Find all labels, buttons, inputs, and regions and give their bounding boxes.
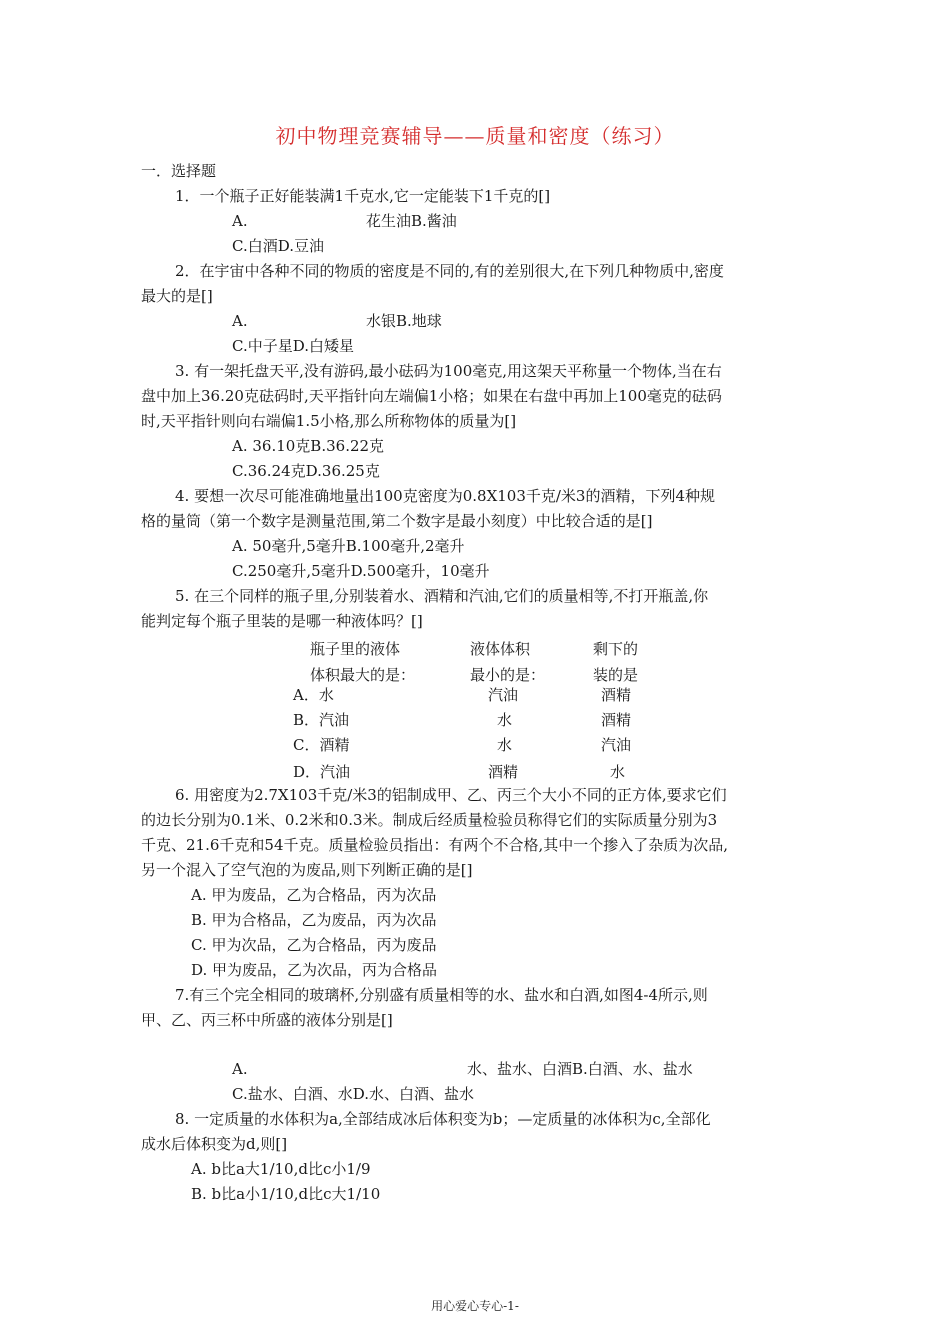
question-8-option-b: B. b比a小1/10,d比c大1/10 (191, 1185, 381, 1203)
table-cell: 水 (497, 711, 513, 729)
question-6-option-c: C. 甲为次品，乙为合格品，丙为废品 (191, 936, 437, 954)
question-7-options-cd: C.盐水、白酒、水D.水、白酒、盐水 (232, 1085, 474, 1103)
question-7-option-a-label: A. (232, 1060, 248, 1078)
page-title: 初中物理竞赛辅导——质量和密度（练习） (275, 124, 675, 148)
question-6-option-d: D. 甲为废品，乙为次品，丙为合格品 (191, 961, 438, 979)
table-cell: 汽油 (488, 686, 519, 704)
question-7-stem-line-1: 7.有三个完全相同的玻璃杯,分别盛有质量相等的水、盐水和白酒,如图4-4所示,则 (175, 986, 708, 1004)
question-5-stem-line-1: 5. 在三个同样的瓶子里,分别装着水、酒精和汽油,它们的质量相等,不打开瓶盖,你 (175, 587, 709, 605)
question-3-stem-line-1: 3. 有一架托盘天平,没有游码,最小砝码为100毫克,用这架天平称量一个物体,当在右 (175, 362, 722, 380)
question-2-options-cd: C.中子星D.白矮星 (232, 337, 354, 355)
table-cell: 水 (610, 763, 626, 781)
table-header-col-2-line-1: 液体体积 (470, 640, 531, 658)
question-4-stem-line-2: 格的量筒（第一个数字是测量范围,第二个数字是最小刻度）中比较合适的是[] (141, 512, 653, 530)
question-1-options-ab: 花生油B.酱油 (366, 212, 457, 230)
table-cell: 水 (497, 736, 513, 754)
question-8-stem-line-2: 成水后体积变为d,则[] (141, 1135, 288, 1153)
table-cell: 汽油 (601, 736, 632, 754)
table-header-col-3-line-1: 剩下的 (593, 640, 639, 658)
table-cell: 酒精 (601, 711, 632, 729)
table-cell: B．汽油 (293, 711, 350, 729)
question-7-options-ab: 水、盐水、白酒B.白酒、水、盐水 (467, 1060, 693, 1078)
table-header-col-2-line-2: 最小的是： (470, 666, 546, 684)
question-4-options-ab: A. 50毫升,5毫升B.100毫升,2毫升 (232, 537, 465, 555)
table-cell: 酒精 (488, 763, 519, 781)
question-8-stem-line-1: 8. 一定质量的水体积为a,全部结成冰后体积变为b；—定质量的冰体积为c,全部化 (175, 1110, 711, 1128)
question-2-options-ab: 水银B.地球 (366, 312, 442, 330)
question-6-option-a: A. 甲为废品，乙为合格品，丙为次品 (191, 886, 437, 904)
table-cell: A．水 (293, 686, 334, 704)
question-3-options-ab: A. 36.10克B.36.22克 (232, 437, 385, 455)
question-5-stem-line-2: 能判定每个瓶子里装的是哪一种液体吗？[] (141, 612, 423, 630)
question-1-options-cd: C.白酒D.豆油 (232, 237, 324, 255)
question-6-stem-line-3: 千克、21.6千克和54千克。质量检验员指出：有两个不合格,其中一个掺入了杂质为次品, (141, 836, 729, 854)
question-2-stem-line-2: 最大的是[] (141, 287, 213, 305)
section-heading: 一．选择题 (141, 162, 217, 180)
question-6-stem-line-4: 另一个混入了空气泡的为废品,则下列断正确的是[] (141, 861, 473, 879)
question-6-option-b: B. 甲为合格品，乙为废品，丙为次品 (191, 911, 437, 929)
table-header-col-1-line-2: 体积最大的是： (310, 666, 416, 684)
table-cell: 酒精 (601, 686, 632, 704)
question-4-stem-line-1: 4. 要想一次尽可能准确地量出100克密度为0.8X103千克/米3的酒精，下列4种规 (175, 487, 716, 505)
question-4-options-cd: C.250毫升,5毫升D.500毫升，10毫升 (232, 562, 490, 580)
question-6-stem-line-2: 的边长分别为0.1米、0.2米和0.3米。制成后经质量检验员称得它们的实际质量分别为3 (141, 811, 718, 829)
question-1-option-a-label: A. (232, 212, 248, 230)
question-3-options-cd: C.36.24克D.36.25克 (232, 462, 380, 480)
table-cell: D．汽油 (293, 763, 351, 781)
question-8-option-a: A. b比a大1/10,d比c小1/9 (191, 1160, 371, 1178)
table-header-col-3-line-2: 装的是 (593, 666, 639, 684)
table-header-col-1-line-1: 瓶子里的液体 (310, 640, 401, 658)
question-7-stem-line-2: 甲、乙、丙三杯中所盛的液体分别是[] (141, 1011, 393, 1029)
question-6-stem-line-1: 6. 用密度为2.7X103千克/米3的铝制成甲、乙、丙三个大小不同的正方体,要求它们 (175, 786, 727, 804)
question-3-stem-line-3: 时,天平指针则向右端偏1.5小格,那么所称物体的质量为[] (141, 412, 517, 430)
question-1-stem: 1．一个瓶子正好能装满1千克水,它一定能装下1千克的[] (175, 187, 551, 205)
question-2-option-a-label: A. (232, 312, 248, 330)
page-footer: 用心爱心专心-1- (431, 1299, 519, 1313)
question-2-stem-line-1: 2．在宇宙中各种不同的物质的密度是不同的,有的差别很大,在下列几种物质中,密度 (175, 262, 724, 280)
table-cell: C．酒精 (293, 736, 350, 754)
question-3-stem-line-2: 盘中加上36.20克砝码时,天平指针向左端偏1小格；如果在右盘中再加上100毫克的砝码 (141, 387, 722, 405)
